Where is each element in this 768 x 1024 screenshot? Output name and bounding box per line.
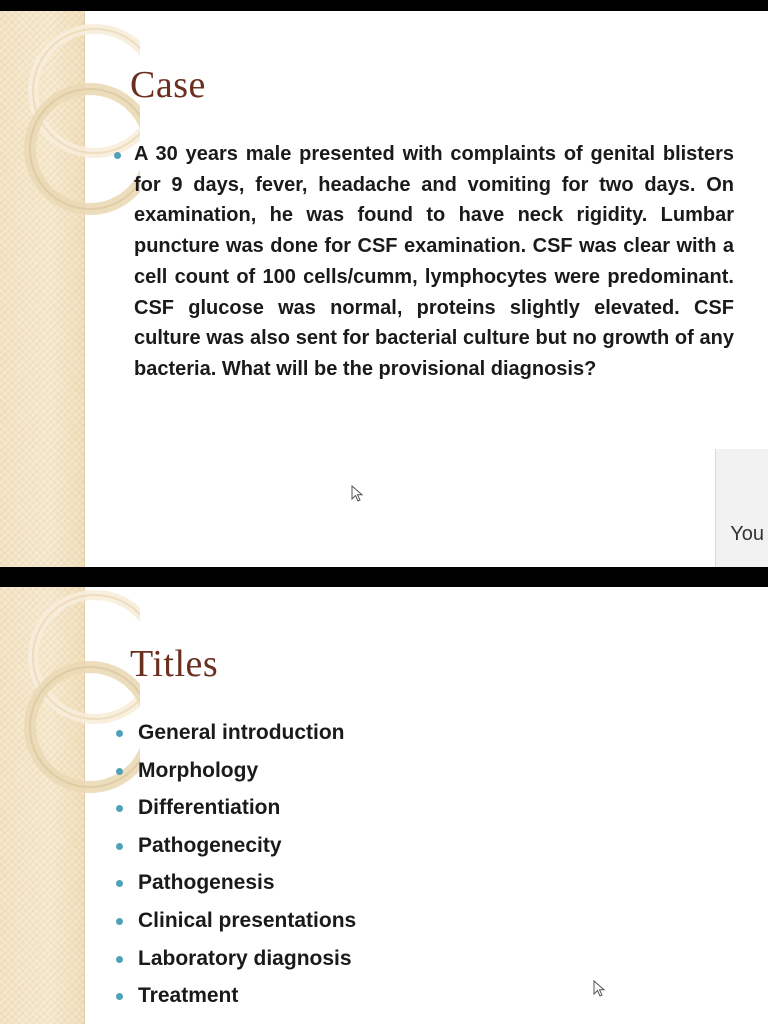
participant-label: You	[730, 523, 764, 545]
case-description: A 30 years male presented with complaints of genital blisters for 9 days, fever, headache and vomiting for two days. On examination, he was found to have neck rigidity. Lumbar puncture was done for CSF examination. CSF was clear with a cell count of 100 cells/cumm, lymphocytes were predominant. CSF glucose was normal, proteins slightly elevated. CSF culture was also sent for bacterial culture but no growth of any bacteria. What will be the provisional diagnosis?	[134, 143, 734, 380]
bullet-icon	[116, 918, 123, 925]
bullet-icon	[116, 730, 123, 737]
slide-titles	[0, 587, 768, 1024]
bullet-icon	[116, 993, 123, 1000]
slide-title: Case	[130, 64, 206, 106]
video-overlay-panel	[715, 449, 768, 567]
bullet-icon	[116, 880, 123, 887]
separator-black-bar	[0, 567, 768, 587]
list-item: Laboratory diagnosis	[112, 940, 356, 978]
bullet-icon	[116, 805, 123, 812]
slide-title: Titles	[130, 643, 219, 685]
list-item: Pathogenesis	[112, 864, 356, 902]
mouse-cursor-icon	[593, 980, 607, 998]
list-item: Treatment	[112, 977, 356, 1015]
bullet-icon	[114, 152, 121, 159]
decorative-circles	[0, 11, 140, 271]
top-black-bar	[0, 0, 768, 11]
slide-case	[0, 11, 768, 567]
list-item: Pathogenecity	[112, 827, 356, 865]
list-item: Differentiation	[112, 789, 356, 827]
list-item: Morphology	[112, 752, 356, 790]
bullet-icon	[116, 843, 123, 850]
bullet-icon	[116, 956, 123, 963]
list-item: General introduction	[112, 714, 356, 752]
bullet-icon	[116, 768, 123, 775]
titles-list	[112, 714, 356, 1015]
list-item: Clinical presentations	[112, 902, 356, 940]
mouse-cursor-icon	[351, 485, 365, 503]
